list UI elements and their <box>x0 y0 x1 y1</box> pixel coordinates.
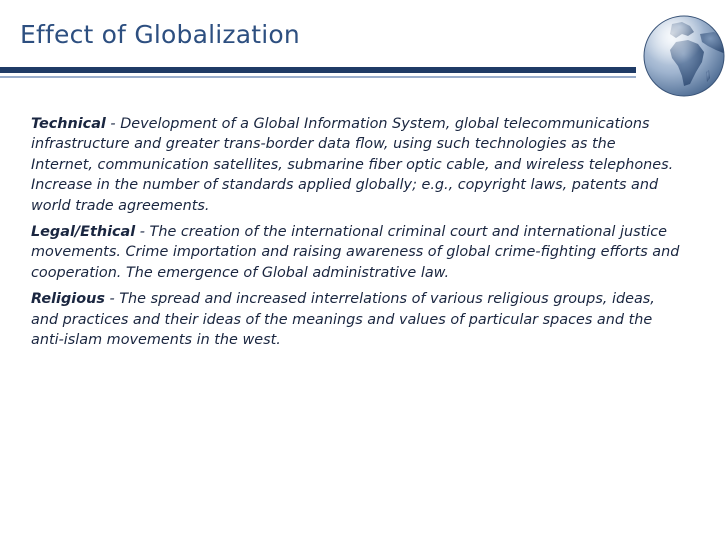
slide-title: Effect of Globalization <box>20 20 300 49</box>
section-text: - The spread and increased interrelations of various religious groups, ideas, and practices and their ideas of the meanings and values of particular spaces and the anti-islam movements in the west. <box>31 291 655 349</box>
title-divider-accent <box>0 76 636 78</box>
section-text: - Development of a Global Information System, global telecommunications infrastructure and greater trans-border data flow, using such technologies as the Internet, communication satellites, submarine fiber optic cable, and wireless telephones. Increase in the number of standards applied globally; e.g., copyright laws, patents and world trade agreements. <box>31 116 674 214</box>
title-divider <box>0 67 636 73</box>
section-label: Technical <box>31 116 106 132</box>
section-religious <box>31 289 681 350</box>
globe-graphic <box>642 14 726 98</box>
section-text: - The creation of the international criminal court and international justice movements. Crime importation and raising awareness of global crime-fighting efforts and cooperation. The emergence of Global administrative law. <box>31 224 680 281</box>
section-technical <box>31 114 681 216</box>
section-legal-ethical <box>31 222 681 283</box>
globe-icon <box>642 14 726 98</box>
content-body <box>31 114 681 356</box>
section-label: Legal/Ethical <box>31 224 136 241</box>
section-label: Religious <box>31 291 105 308</box>
